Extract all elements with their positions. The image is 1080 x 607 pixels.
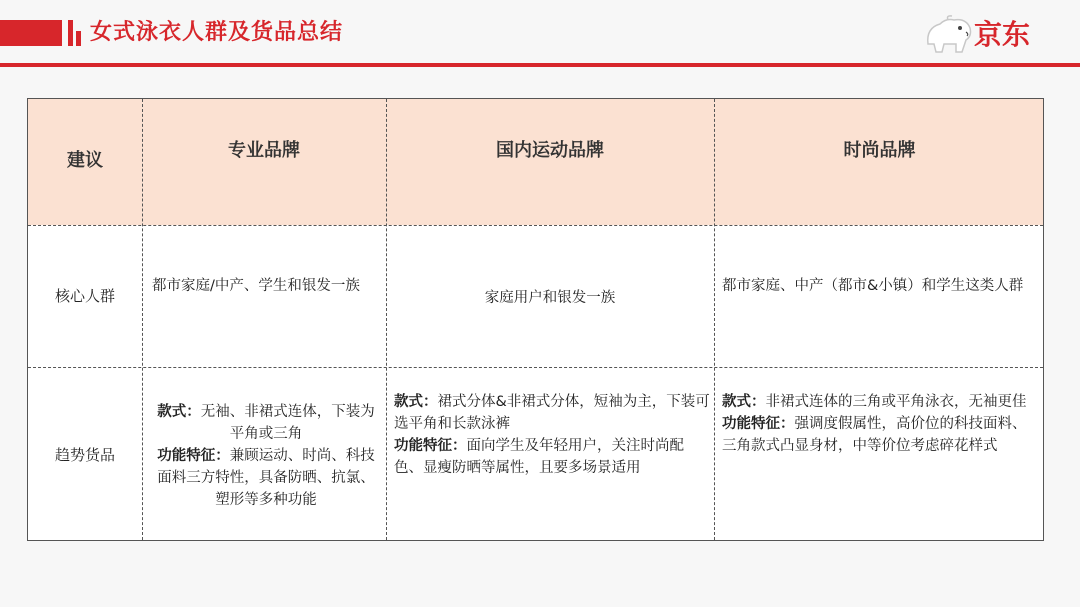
column-header: 国内运动品牌 — [496, 140, 604, 161]
function-text: 兼顾运动、时尚、科技面料三方特性，具备防晒、抗氯、塑形等多种功能 — [157, 448, 375, 508]
table-cell — [394, 391, 710, 479]
header-accent-bar — [68, 20, 73, 46]
column-header: 时尚品牌 — [843, 140, 916, 161]
column-divider — [714, 99, 715, 540]
style-text: 无袖、非裙式连体，下装为平角或三角 — [200, 404, 375, 442]
table-cell: 都市家庭、中产（都市&小镇）和学生这类人群 — [722, 278, 1024, 294]
logo-text: 京东 — [974, 18, 1031, 51]
function-text: 强调度假属性，高价位的科技面料、三角款式凸显身材，中等价位考虑碎花样式 — [722, 416, 1027, 454]
style-text: 裙式分体&非裙式分体，短袖为主，下装可选平角和长款泳裤 — [394, 394, 710, 432]
row-divider — [28, 367, 1043, 368]
jd-logo — [922, 12, 1052, 58]
header-accent-block — [0, 20, 62, 46]
row-label: 趋势货品 — [54, 446, 115, 464]
jd-dog-icon — [922, 14, 976, 56]
table-cell — [722, 391, 1034, 457]
row-label: 核心人群 — [54, 287, 115, 305]
page-title: 女式泳衣人群及货品总结 — [90, 20, 344, 45]
function-label: 功能特征： — [394, 438, 467, 454]
header-divider — [0, 63, 1080, 67]
row-divider — [28, 225, 1043, 226]
header-accent-bar — [76, 31, 81, 46]
style-label: 款式： — [722, 394, 766, 410]
function-text: 面向学生及年轻用户，关注时尚配色、显瘦防晒等属性，且要多场景适用 — [394, 438, 684, 476]
function-label: 功能特征： — [722, 416, 795, 432]
column-divider — [142, 99, 143, 540]
summary-table — [27, 98, 1044, 541]
function-label: 功能特征： — [157, 448, 230, 464]
style-label: 款式： — [157, 404, 201, 420]
table-cell — [152, 401, 380, 511]
corner-header: 建议 — [67, 150, 103, 171]
column-header: 专业品牌 — [228, 140, 300, 161]
table-cell: 家庭用户和银发一族 — [484, 290, 616, 306]
style-text: 非裙式连体的三角或平角泳衣，无袖更佳 — [765, 394, 1027, 410]
style-label: 款式： — [394, 394, 438, 410]
column-divider — [386, 99, 387, 540]
table-cell: 都市家庭/中产、学生和银发一族 — [152, 278, 360, 294]
